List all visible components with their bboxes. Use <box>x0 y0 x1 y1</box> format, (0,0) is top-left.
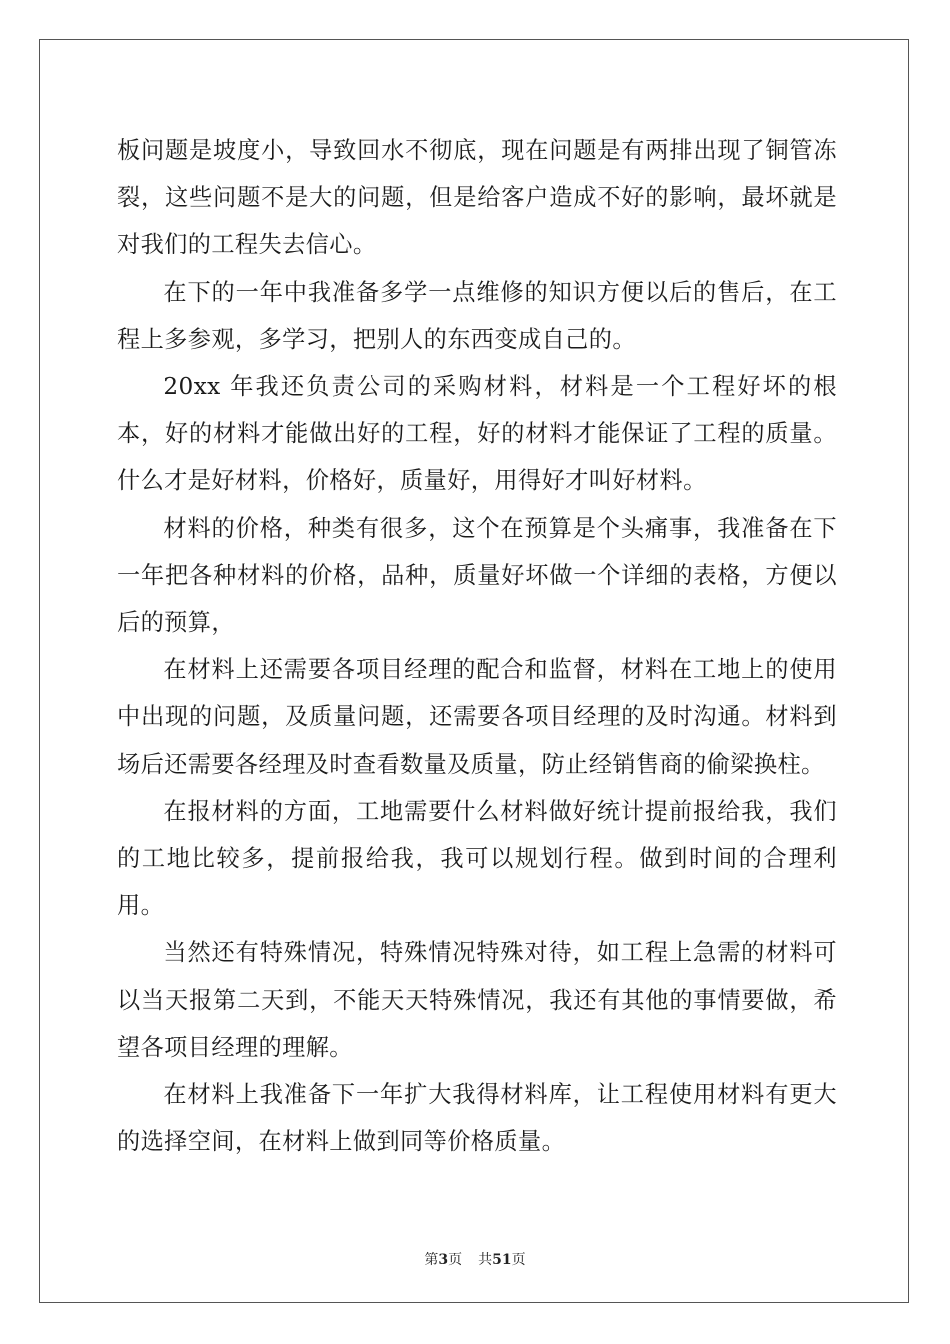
paragraph-6: 在报材料的方面，工地需要什么材料做好统计提前报给我，我们的工地比较多，提前报给我，我可以规划行程。做到时间的合理利用。 <box>117 797 837 920</box>
paragraph-8: 在材料上我准备下一年扩大我得材料库，让工程使用材料有更大的选择空间，在材料上做到同等价格质量。 <box>117 1081 837 1156</box>
total-prefix: 共 <box>478 1252 493 1268</box>
paragraph-5: 在材料上还需要各项目经理的配合和监督，材料在工地上的使用中出现的问题，及质量问题，还需要各项目经理的及时沟通。材料到场后还需要各经理及时查看数量及质量，防止经销售商的偷梁换柱。 <box>117 656 837 778</box>
paragraph-7: 当然还有特殊情况，特殊情况特殊对待，如工程上急需的材料可以当天报第二天到，不能天天特殊情况，我还有其他的事情要做，希望各项目经理的理解。 <box>117 939 837 1061</box>
paragraph-3: 20xx 年我还负责公司的采购材料，材料是一个工程好坏的根本，好的材料才能做出好的工程，好的材料才能保证了工程的质量。什么才是好材料，价格好，质量好，用得好才叫好材料。 <box>117 373 837 495</box>
paragraph-1: 板问题是坡度小，导致回水不彻底，现在问题是有两排出现了铜管冻裂，这些问题不是大的问题，但是给客户造成不好的影响，最坏就是对我们的工程失去信心。 <box>117 137 837 259</box>
page-suffix: 页 <box>448 1252 463 1268</box>
page-prefix: 第 <box>424 1252 439 1268</box>
total-pages: 51 <box>492 1252 512 1268</box>
paragraph-2: 在下的一年中我准备多学一点维修的知识方便以后的售后，在工程上多参观，多学习，把别人的东西变成自己的。 <box>117 278 837 353</box>
paragraph-4: 材料的价格，种类有很多，这个在预算是个头痛事，我准备在下一年把各种材料的价格，品种，质量好坏做一个详细的表格，方便以后的预算， <box>117 514 837 637</box>
document-body <box>117 127 837 1165</box>
page-number: 3 <box>438 1252 449 1268</box>
total-suffix: 页 <box>511 1252 526 1268</box>
page-footer <box>0 1249 950 1269</box>
